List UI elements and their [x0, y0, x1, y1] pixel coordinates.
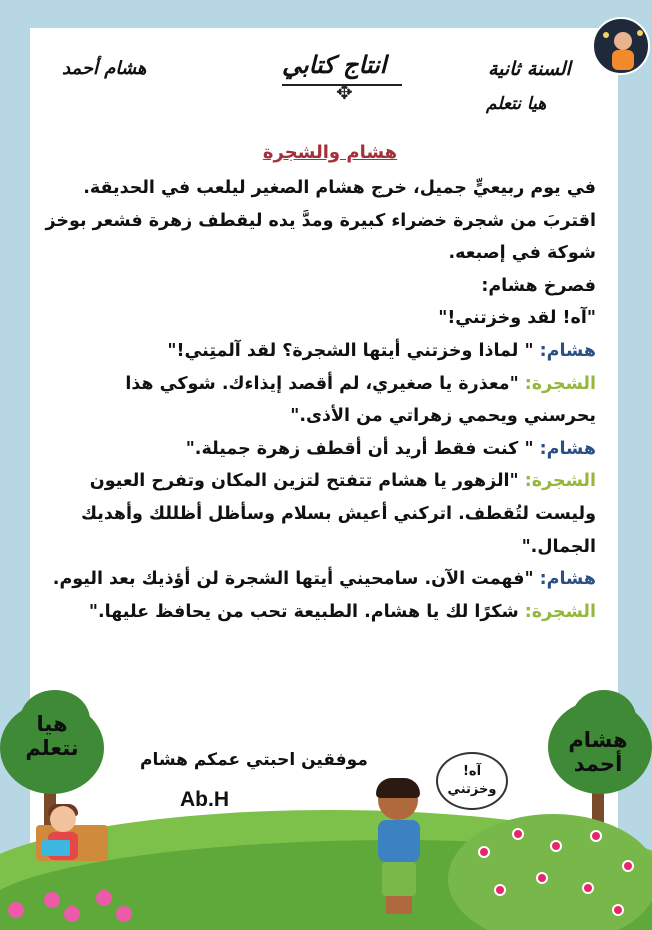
story-line	[56, 465, 596, 498]
story-line-text: فصرخ هشام:	[481, 275, 596, 296]
grade-label: السنة ثانية	[488, 58, 571, 80]
story-line-text: شوكة في إصبعه.	[448, 243, 596, 264]
flower-icon	[64, 906, 80, 922]
flower-icon	[8, 902, 24, 918]
story-line	[56, 172, 596, 205]
story-line-text: في يوم ربيعيٍّ جميل، خرج هشام الصغير ليلعب في الحديقة.	[83, 178, 596, 198]
ornament-icon: ✥	[336, 80, 353, 104]
speaker-tree: الشجرة:	[524, 601, 596, 622]
story-line	[56, 400, 596, 433]
author-name: هشام أحمد	[62, 58, 147, 79]
story-line	[56, 237, 596, 270]
flower-icon	[590, 830, 602, 842]
story-line-text: "معذرة يا صغيري، لم أقصد إيذاءك. شوكي هذا	[125, 373, 525, 394]
flower-icon	[478, 846, 490, 858]
flower-icon	[44, 892, 60, 908]
flower-icon	[622, 860, 634, 872]
logo-avatar	[592, 17, 650, 75]
flower-icon	[494, 884, 506, 896]
speaker-tree: الشجرة:	[524, 373, 596, 394]
left-tree-label: هيا نتعلم	[25, 712, 79, 760]
story-line	[45, 205, 596, 238]
story-line-text: "الزهور يا هشام تتفتح لتزين المكان وتفرح العيون	[89, 471, 525, 492]
story-line-text: شكرًا لك يا هشام. الطبيعة تحب من يحافظ عليها."	[88, 601, 525, 622]
story-line	[52, 563, 596, 596]
story-line	[56, 531, 596, 564]
speaker-hisham: هشام:	[539, 340, 596, 361]
signature: Ab.H	[180, 788, 229, 811]
flower-icon	[116, 906, 132, 922]
flower-icon	[582, 882, 594, 894]
story-line-text: وليست لتُقطف. اتركني أعيش بسلام وسأظل أظللك وأهديك	[80, 503, 596, 524]
series-label: هيا نتعلم	[486, 94, 547, 114]
boy-character	[372, 780, 432, 920]
speaker-hisham: هشام:	[539, 569, 596, 590]
speaker-hisham: هشام:	[539, 438, 596, 459]
story-line	[56, 433, 596, 466]
story-line-text: اقتربَ من شجرة خضراء كبيرة ومدَّ يده ليقطف زهرة فشعر بوخز	[45, 210, 596, 231]
flower-icon	[96, 890, 112, 906]
story-line	[56, 498, 596, 531]
flower-icon	[612, 904, 624, 916]
flower-icon	[536, 872, 548, 884]
story-line-text: "فهمت الآن. سامحيني أيتها الشجرة لن أؤذيك بعد اليوم.	[52, 569, 540, 590]
story-line	[56, 335, 596, 368]
story-line-text: الجمال."	[521, 536, 596, 557]
story-text	[45, 172, 596, 628]
story-line	[56, 302, 596, 335]
story-line	[56, 596, 596, 629]
story-line-text: " لماذا وخزتني أيتها الشجرة؟ لقد آلمتِني!"	[167, 340, 540, 361]
page-title: انتاج كتابي	[282, 50, 387, 79]
flower-icon	[550, 840, 562, 852]
story-line-text: يحرسني ويحمي زهراتي من الأذى."	[290, 406, 596, 427]
speaker-tree: الشجرة:	[524, 471, 596, 492]
story-line-text: "آه! لقد وخزتني!"	[438, 308, 596, 329]
story-line	[56, 270, 596, 303]
reading-child	[38, 806, 88, 876]
right-tree-label: هشام أحمد	[568, 728, 628, 776]
speech-bubble: آه! وخزتني	[436, 752, 508, 810]
story-line	[56, 368, 596, 401]
story-line-text: " كنت فقط أريد أن أقطف زهرة جميلة."	[185, 438, 540, 459]
flower-icon	[512, 828, 524, 840]
closing-message: موفقين احبتي عمكم هشام	[140, 750, 368, 770]
story-title: هشام والشجرة	[262, 142, 398, 163]
